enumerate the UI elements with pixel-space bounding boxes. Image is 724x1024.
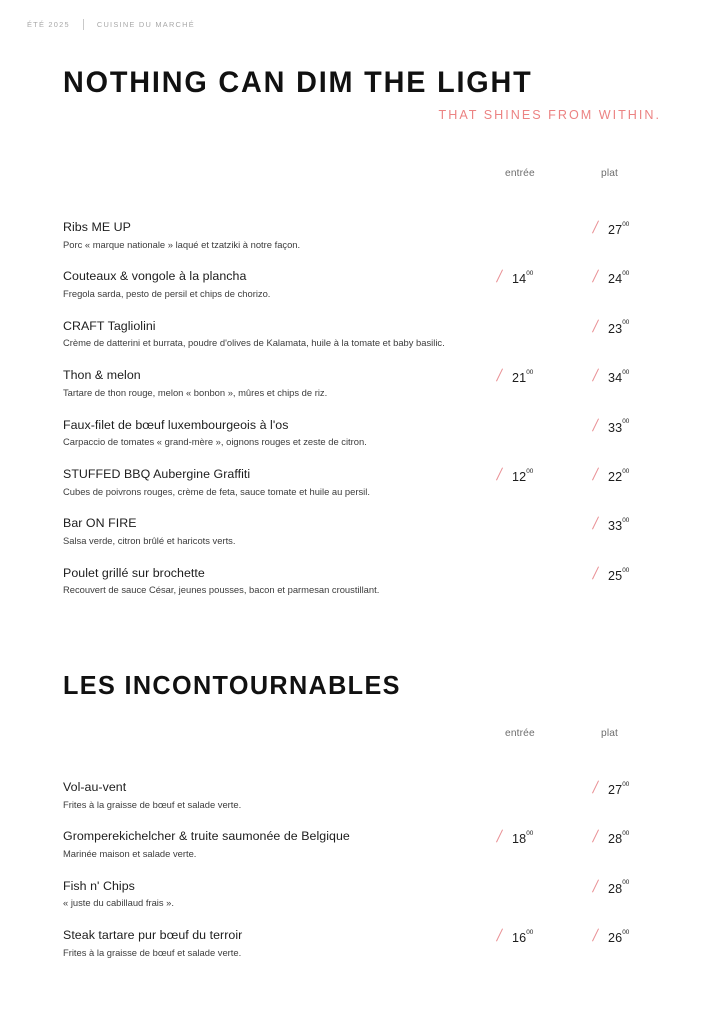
price-plat	[591, 928, 629, 946]
price-amount: 12	[512, 470, 527, 485]
price-value-group	[608, 467, 629, 485]
price-slash-icon	[591, 517, 602, 529]
price-value-group	[608, 319, 629, 337]
menu-item-description: « juste du cabillaud frais ».	[63, 897, 175, 909]
hero-block	[63, 68, 661, 122]
page-subtitle: THAT SHINES FROM WITHIN.	[438, 108, 661, 122]
menu-item	[63, 516, 688, 547]
column-headers	[63, 728, 688, 744]
menu-item-name: STUFFED BBQ Aubergine Graffiti	[63, 467, 251, 482]
menu-item-description: Tartare de thon rouge, melon « bonbon », mûres et chips de riz.	[63, 386, 328, 398]
price-cents: 00	[526, 368, 534, 376]
price-slash-icon	[591, 830, 602, 842]
price-cents: 00	[622, 780, 630, 788]
menu-item-description: Frites à la graisse de bœuf et salade verte.	[63, 798, 242, 810]
menu-item	[63, 928, 688, 959]
column-header-entree: entrée	[505, 728, 535, 739]
price-slash-icon	[495, 830, 506, 842]
price-entree	[495, 269, 533, 287]
menu-item-name: Couteaux & vongole à la plancha	[63, 269, 247, 284]
price-value-group	[608, 269, 629, 287]
price-cents: 00	[622, 830, 630, 838]
price-cents: 00	[622, 928, 630, 936]
menu-item-description: Crème de datterini et burrata, poudre d'olives de Kalamata, huile à la tomate et baby basilic.	[63, 337, 445, 349]
price-plat	[591, 467, 629, 485]
price-slash-icon	[591, 468, 602, 480]
price-plat	[591, 319, 629, 337]
price-amount: 14	[512, 272, 527, 287]
column-header-plat: plat	[601, 728, 619, 739]
price-value-group	[512, 928, 533, 946]
menu-item-list	[63, 780, 688, 960]
price-slash-icon	[591, 419, 602, 431]
meta-divider	[83, 19, 84, 30]
price-cents: 00	[622, 319, 630, 327]
price-slash-icon	[591, 781, 602, 793]
meta-bar	[27, 19, 195, 30]
price-amount: 33	[608, 519, 623, 534]
price-plat	[591, 418, 629, 436]
price-cents: 00	[622, 517, 630, 525]
tagline-label: CUISINE DU MARCHÉ	[96, 20, 195, 29]
menu-item-list	[63, 220, 688, 597]
price-value-group	[608, 516, 629, 534]
price-plat	[591, 566, 629, 584]
price-cents: 00	[622, 467, 630, 475]
menu-item-name: Vol-au-vent	[63, 780, 127, 794]
price-amount: 28	[608, 881, 623, 896]
price-amount: 27	[608, 223, 623, 237]
menu-item	[63, 467, 688, 498]
price-value-group	[608, 829, 629, 847]
price-cents: 00	[526, 270, 534, 278]
menu-item-name: Bar ON FIRE	[63, 516, 137, 531]
menu-item	[63, 829, 688, 860]
menu-item-name: CRAFT Tagliolini	[63, 318, 156, 333]
price-amount: 21	[512, 371, 527, 386]
menu-item-name: Steak tartare pur bœuf du terroir	[63, 928, 243, 943]
price-value-group	[608, 368, 629, 386]
price-cents: 00	[622, 566, 630, 574]
menu-item-description: Porc « marque nationale » laqué et tzatziki à notre façon.	[63, 238, 301, 250]
menu-item	[63, 269, 688, 300]
menu-item	[63, 319, 688, 350]
price-plat	[591, 269, 629, 287]
menu-item-name: Faux-filet de bœuf luxembourgeois à l'os	[63, 417, 289, 432]
price-amount: 34	[608, 371, 623, 386]
price-cents: 00	[622, 270, 630, 278]
price-cents: 00	[622, 418, 630, 426]
column-headers	[63, 168, 688, 184]
section-title: LES INCONTOURNABLES	[63, 670, 401, 700]
menu-item-description: Fregola sarda, pesto de persil et chips de chorizo.	[63, 287, 271, 299]
menu-item	[63, 780, 688, 811]
price-value-group	[608, 566, 629, 584]
menu-item-name: Thon & melon	[63, 368, 141, 383]
price-amount: 23	[608, 321, 623, 336]
price-slash-icon	[591, 270, 602, 282]
price-slash-icon	[591, 221, 602, 233]
price-value-group	[608, 418, 629, 436]
price-value-group	[608, 879, 629, 897]
price-amount: 22	[608, 470, 623, 485]
price-value-group	[608, 780, 629, 798]
price-cents: 00	[526, 830, 534, 838]
price-cents: 00	[622, 220, 630, 228]
price-slash-icon	[591, 369, 602, 381]
price-amount: 27	[608, 783, 623, 797]
price-slash-icon	[495, 270, 506, 282]
menu-item-name: Fish n' Chips	[63, 878, 135, 893]
price-slash-icon	[591, 880, 602, 892]
price-amount: 18	[512, 832, 527, 847]
price-cents: 00	[622, 879, 630, 887]
price-slash-icon	[591, 320, 602, 332]
page-title: NOTHING CAN DIM THE LIGHT	[63, 66, 533, 99]
menu-item-description: Salsa verde, citron brûlé et haricots verts.	[63, 534, 236, 546]
price-entree	[495, 829, 533, 847]
price-amount: 24	[608, 272, 623, 287]
price-amount: 26	[608, 931, 623, 946]
price-slash-icon	[591, 929, 602, 941]
menu-item-description: Cubes de poivrons rouges, crème de feta, sauce tomate et huile au persil.	[63, 485, 370, 497]
price-plat	[591, 879, 629, 897]
price-entree	[495, 467, 533, 485]
price-value-group	[512, 368, 533, 386]
price-value-group	[608, 220, 629, 238]
price-entree	[495, 368, 533, 386]
menu-item-description: Carpaccio de tomates « grand-mère », oignons rouges et zeste de citron.	[63, 436, 367, 448]
menu-item-description: Recouvert de sauce César, jeunes pousses, bacon et parmesan croustillant.	[63, 584, 380, 596]
price-slash-icon	[495, 468, 506, 480]
price-amount: 33	[608, 420, 623, 435]
menu-item	[63, 879, 688, 910]
price-plat	[591, 220, 629, 238]
price-entree	[495, 928, 533, 946]
menu-item	[63, 368, 688, 399]
menu-item-name: Ribs ME UP	[63, 220, 131, 234]
menu-section-incontournables	[63, 672, 688, 978]
menu-item-description: Marinée maison et salade verte.	[63, 847, 197, 859]
price-plat	[591, 516, 629, 534]
price-value-group	[512, 467, 533, 485]
season-label: ÉTÉ 2025	[27, 20, 70, 29]
price-value-group	[512, 829, 533, 847]
menu-section-primary	[63, 168, 688, 615]
menu-item-name: Gromperekichelcher & truite saumonée de Belgique	[63, 829, 350, 844]
column-header-plat: plat	[601, 168, 619, 179]
price-value-group	[512, 269, 533, 287]
menu-item	[63, 418, 688, 449]
price-slash-icon	[495, 369, 506, 381]
price-plat	[591, 780, 629, 798]
price-cents: 00	[622, 368, 630, 376]
price-amount: 25	[608, 568, 623, 583]
price-plat	[591, 829, 629, 847]
menu-item-name: Poulet grillé sur brochette	[63, 565, 205, 580]
price-plat	[591, 368, 629, 386]
menu-item	[63, 566, 688, 597]
price-amount: 16	[512, 931, 527, 946]
menu-item	[63, 220, 688, 251]
price-slash-icon	[495, 929, 506, 941]
price-amount: 28	[608, 832, 623, 847]
price-cents: 00	[526, 928, 534, 936]
column-header-entree: entrée	[505, 168, 535, 179]
menu-item-description: Frites à la graisse de bœuf et salade verte.	[63, 946, 242, 958]
price-cents: 00	[526, 467, 534, 475]
price-slash-icon	[591, 567, 602, 579]
price-value-group	[608, 928, 629, 946]
